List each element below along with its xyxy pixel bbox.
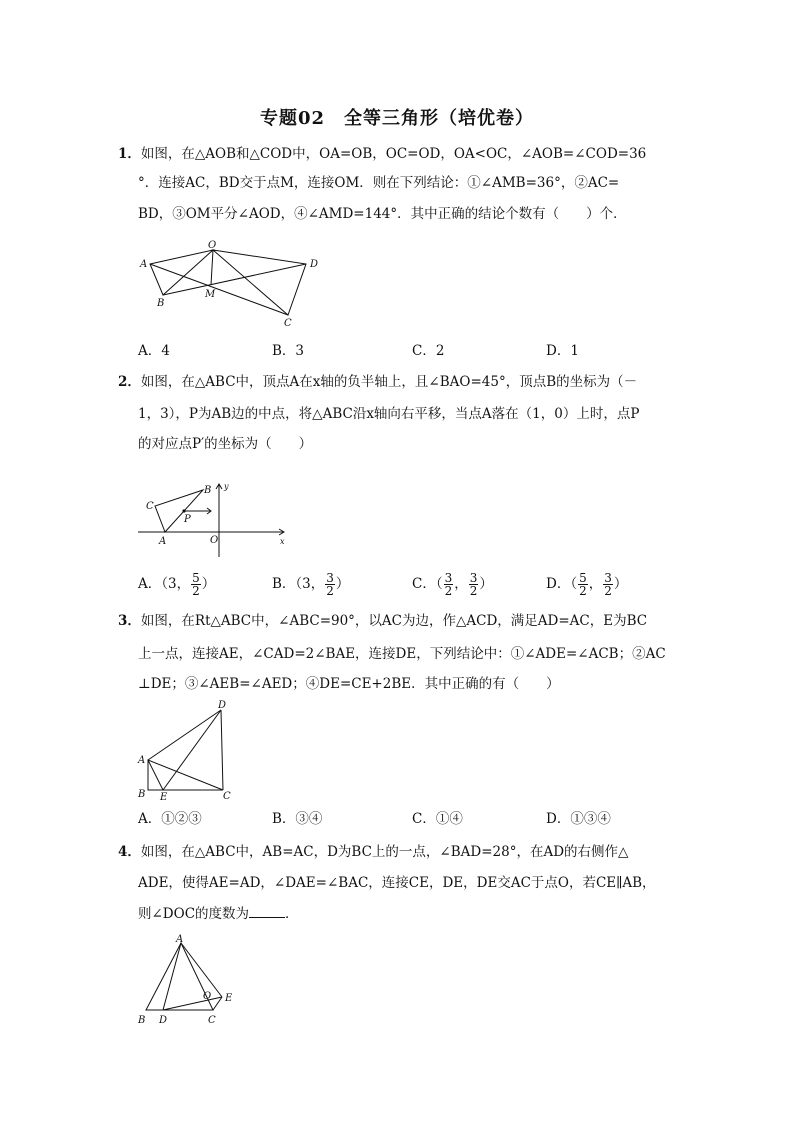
q1-line-2: °．连接AC，BD交于点M，连接OM．则在下列结论：①∠AMB=36°，②AC= (138, 175, 620, 191)
q2-label-p: P (184, 514, 191, 525)
q1-figure (138, 240, 338, 330)
q4-label-d: D (159, 1015, 168, 1026)
q3-label-d: D (218, 700, 227, 711)
q2-option-c[interactable]: C．（ $\frac{3}{2}$ ， $\frac{3}{2}$ ） (412, 571, 493, 598)
q2-option-a[interactable]: A．（3， $\frac{5}{2}$ ） (138, 571, 216, 598)
q1-label-d: D (310, 259, 319, 270)
q4-label-e: E (225, 993, 233, 1004)
q4-label-a: A (176, 934, 184, 945)
q4-answer-blank[interactable] (249, 905, 285, 918)
q3-number: 3． (118, 613, 141, 629)
q4-line-1: 4．如图，在△ABC中，AB=AC，D为BC上的一点，∠BAD=28°，在AD的右侧作△ (118, 844, 629, 860)
q4-line-2: ADE，使得AE=AD，∠DAE=∠BAC，连接CE，DE，DE交AC于点O，若CE∥AB， (138, 875, 656, 891)
q3-option-c[interactable]: C．①④ (412, 811, 463, 827)
q3-line-3: ⊥DE；③∠AEB=∠AED；④DE=CE+2BE．其中正确的有（ ） (138, 676, 560, 692)
q1-label-m: M (205, 289, 216, 300)
q2-option-d[interactable]: D．（ $\frac{5}{2}$ ， $\frac{3}{2}$ ） (546, 571, 628, 598)
q1-option-a[interactable]: A．4 (138, 343, 170, 359)
q3-label-a: A (138, 755, 146, 766)
q2-label-o: O (210, 535, 219, 546)
q4-label-c: C (208, 1015, 216, 1026)
q1-label-c: C (284, 318, 292, 329)
q2-line-1: 2．如图，在△ABC中，顶点A在x轴的负半轴上，且∠BAO=45°，顶点B的坐标为（－ (118, 374, 638, 390)
q2-option-b[interactable]: B．（3， $\frac{3}{2}$ ） (272, 571, 350, 598)
q1-number: 1． (118, 146, 141, 162)
q4-figure (138, 935, 248, 1030)
q2-figure (138, 462, 298, 562)
q1-option-b[interactable]: B．3 (272, 343, 305, 359)
q3-line-2: 上一点，连接AE，∠CAD=2∠BAE，连接DE，下列结论中：①∠ADE=∠ACB；②AC (138, 646, 666, 662)
q1-line-3: BD，③OM平分∠AOD，④∠AMD=144°．其中正确的结论个数有（ ）个． (138, 206, 627, 222)
q1-option-c[interactable]: C．2 (412, 343, 445, 359)
q1-label-o: O (208, 240, 217, 251)
q3-option-d[interactable]: D．①③④ (546, 811, 611, 827)
q2-label-b: B (204, 485, 212, 496)
q3-label-c: C (223, 791, 231, 802)
q1-label-b: B (157, 298, 165, 309)
q1-option-d[interactable]: D．1 (546, 343, 579, 359)
q2-line-2: 1，3），P为AB边的中点，将△ABC沿x轴向右平移，当点A落在（1，0）上时，点P (138, 406, 640, 422)
page-title: 专题02 全等三角形（培优卷） (259, 108, 535, 129)
q2-label-x: x (280, 537, 285, 546)
q3-label-b: B (138, 789, 146, 800)
q2-number: 2． (118, 374, 141, 390)
q2-label-y: y (224, 482, 229, 491)
q4-label-o: O (203, 991, 212, 1002)
q1-label-a: A (140, 259, 148, 270)
q3-line-1: 3．如图，在Rt△ABC中，∠ABC=90°，以AC为边，作△ACD，满足AD=AC，E为BC (118, 613, 648, 629)
q2-label-c: C (146, 501, 154, 512)
q3-label-e: E (160, 792, 168, 803)
q3-option-b[interactable]: B．③④ (272, 811, 323, 827)
q4-line-3: 则∠DOC的度数为 ． (138, 906, 299, 922)
q2-label-a: A (159, 536, 167, 547)
q3-figure (138, 700, 248, 805)
q2-line-3: 的对应点P′的坐标为（ ） (138, 436, 313, 452)
q3-option-a[interactable]: A．①②③ (138, 811, 202, 827)
q4-number: 4． (118, 844, 141, 860)
q1-line-1: 1．如图，在△AOB和△COD中，OA=OB，OC=OD，OA<OC，∠AOB=∠COD=36 (118, 146, 647, 162)
q4-label-b: B (138, 1015, 146, 1026)
